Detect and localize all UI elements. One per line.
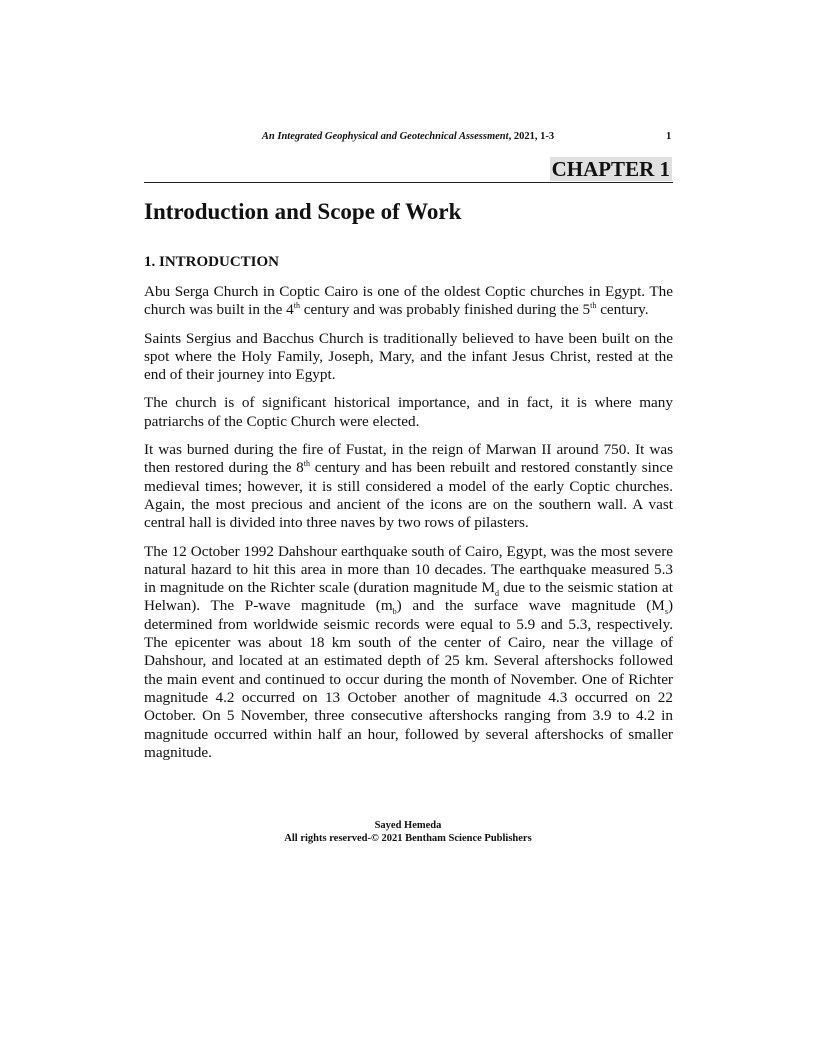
- copyright-notice: All rights reserved-© 2021 Bentham Science Publishers: [284, 833, 532, 844]
- paragraph-5: [144, 543, 673, 763]
- ordinal-suffix: th: [590, 301, 597, 311]
- paragraph-5-text-d: ) determined from worldwide seismic records were equal to 5.9 and 5.3, respectively. The epicenter was about 18 km south of the center of Cairo, near the village of Dahshour, and located at an estimated depth of 25 km. Several aftershocks followed the main event and continued to occur during the month of November. One of Richter magnitude 4.2 occurred on 13 October another of magnitude 4.3 occurred on 22 October. On 5 November, three consecutive aftershocks ranging from 3.9 to 4.2 in magnitude occurred within half an hour, followed by several aftershocks of smaller magnitude.: [144, 597, 673, 761]
- ordinal-suffix: th: [293, 301, 300, 311]
- paragraph-4: [144, 441, 673, 532]
- page-number: 1: [666, 131, 672, 142]
- magnitude-subscript: s: [664, 607, 668, 617]
- paragraph-1-text-c: century.: [596, 301, 649, 319]
- paragraph-5-text-c: ) and the surface wave magnitude (M: [396, 597, 665, 615]
- body-text: [144, 283, 673, 772]
- paragraph-5-text-b: due to the seismic station at Helwan). The P-wave magnitude (m: [144, 579, 673, 615]
- journal-citation: , 2021, 1-3: [508, 131, 555, 142]
- paragraph-4-text-b: century and has been rebuilt and restored constantly since medieval times; however, it is still considered a model of the early Coptic churches. Again, the most precious and ancient of the icons are on the southern wall. A vast central hall is divided into three naves by two rows of pilasters.: [144, 459, 673, 532]
- section-heading: 1. INTRODUCTION: [144, 254, 280, 270]
- paragraph-4-text-a: It was burned during the fire of Fustat, in the reign of Marwan II around 750. It was then restored during the 8: [144, 441, 673, 477]
- chapter-title: Introduction and Scope of Work: [144, 199, 462, 224]
- journal-reference: [0, 131, 816, 142]
- magnitude-subscript: d: [494, 589, 499, 599]
- chapter-label: CHAPTER 1: [551, 157, 670, 181]
- paragraph-2: Saints Sergius and Bacchus Church is traditionally believed to have been built on the spot where the Holy Family, Joseph, Mary, and the infant Jesus Christ, rested at the end of their journey into Egypt.: [144, 329, 673, 384]
- paragraph-1-text-b: century and was probably finished during the 5: [299, 301, 591, 319]
- paragraph-3: The church is of significant historical importance, and in fact, it is where many patriarchs of the Coptic Church were elected.: [144, 394, 673, 430]
- magnitude-subscript: b: [392, 607, 397, 617]
- ordinal-suffix: th: [303, 459, 310, 469]
- paragraph-5-text-a: The 12 October 1992 Dahshour earthquake south of Cairo, Egypt, was the most severe natural hazard to hit this area in more than 10 decades. The earthquake measured 5.3 in magnitude on the Richter scale (duration magnitude M: [144, 542, 673, 597]
- paragraph-1-text-a: Abu Serga Church in Coptic Cairo is one of the oldest Coptic churches in Egypt. The church was built in the 4: [144, 283, 673, 319]
- page-footer: [0, 819, 816, 845]
- running-header: [0, 131, 816, 147]
- chapter-divider: [144, 182, 673, 183]
- journal-title: An Integrated Geophysical and Geotechnical Assessment: [261, 131, 509, 142]
- author-name: Sayed Hemeda: [374, 820, 442, 831]
- paragraph-1: [144, 283, 673, 320]
